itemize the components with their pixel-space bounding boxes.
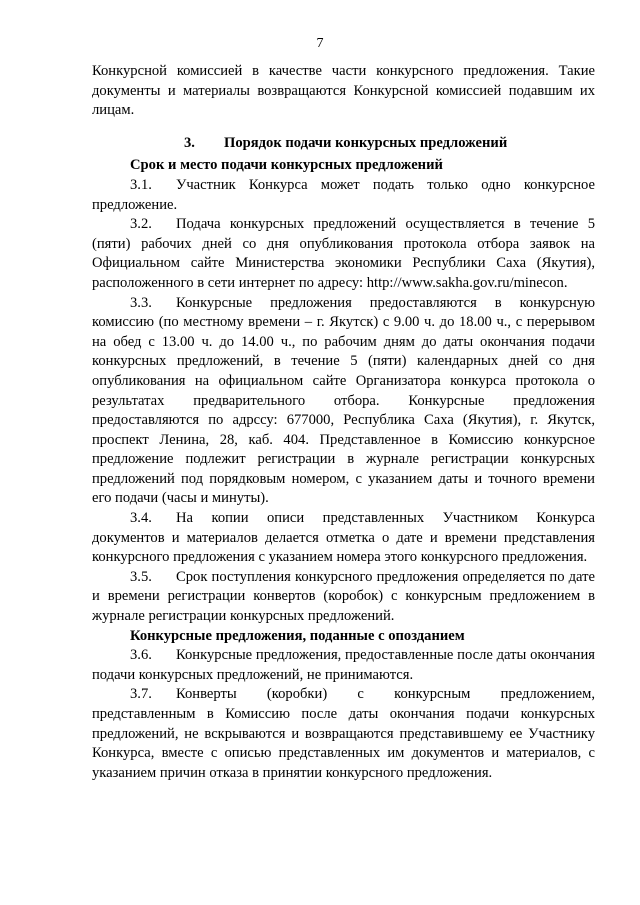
clause-text: Участник Конкурса может подать только одно конкурсное предложение.	[92, 176, 595, 213]
clause-number: 3.7.	[130, 686, 152, 703]
subheading-late-submissions: Конкурсные предложения, поданные с опозданием	[130, 627, 465, 644]
clause-3-4	[92, 509, 595, 568]
clause-text: Срок поступления конкурсного предложения определяется по дате и времени регистрации конвертов (коробок) с конкурсным предложением в журнале регистрации конкурсных предложений.	[92, 568, 595, 625]
clause-text: Конверты (коробки) с конкурсным предложением, представленным в Комиссию после даты окончания подачи конкурсных предложений, не вскрываются и возвращаются представившему ее Участнику Конкурса, вместе с описью представленных им документов и материалов, с указанием причин отказа в принятии конкурсного предложения.	[92, 686, 595, 781]
section-heading	[92, 134, 595, 154]
section-number: 3.	[184, 134, 195, 151]
clause-number: 3.1.	[130, 176, 152, 193]
clause-number: 3.4.	[130, 510, 152, 527]
clause-3-6	[92, 646, 595, 685]
clause-text: Конкурсные предложения предоставляются в конкурсную комиссию (по местному времени – г. Якутск) с 9.00 ч. до 18.00 ч., с перерывом на обед с 13.00 ч. до 14.00 ч., по рабочим дням до даты окончания подачи конкурсных предложений, в течение 5 (пяти) календарных дней со дня опубликования на официальном сайте Организатора конкурса протокола о результатах предварительного отбора. Конкурсные предложения предоставляются по адрссу: 677000, Республика Саха (Якутия), г. Якутск, проспект Ленина, 28, каб. 404. Представленное в Комиссию конкурсное предложение подлежит регистрации в журнале регистрации конкурсных предложений под порядковым номером, с указанием даты и точного времени его подачи (часы и минуты).	[92, 294, 595, 507]
clause-number: 3.5.	[130, 568, 152, 585]
clause-text: Конкурсные предложения, предоставленные после даты окончания подачи конкурсных предложений, не принимаются.	[92, 647, 595, 683]
clause-3-2	[92, 215, 595, 293]
subheading-deadline-place: Срок и место подачи конкурсных предложений	[130, 157, 443, 174]
clause-text: Подача конкурсных предложений осуществляется в течение 5 (пяти) рабочих дней со дня опубликования протокола отбора заявок на Официальном сайте Министерства экономики Республики Саха (Якутия), расположенного в сети интернет по адресу: http://www.sakha.gov.ru/minecon.	[92, 216, 595, 291]
section-title: Порядок подачи конкурсных предложений	[224, 134, 508, 151]
clause-3-1	[92, 176, 595, 215]
clause-number: 3.6.	[130, 647, 152, 664]
page-number: 7	[316, 36, 324, 51]
clause-3-3	[92, 294, 595, 510]
document-body	[92, 62, 595, 783]
clause-number: 3.3.	[130, 294, 152, 311]
intro-paragraph: Конкурсной комиссией в качестве части конкурсного предложения. Такие документы и материалы возвращаются Конкурсной комиссией подавшим их лицам.	[92, 63, 595, 119]
clause-3-5	[92, 568, 595, 627]
clause-3-7	[92, 685, 595, 783]
clause-text: На копии описи представленных Участником Конкурса документов и материалов делается отметка о дате и времени представления конкурсного предложения с указанием номера этого конкурсного предложения.	[92, 510, 595, 566]
clause-number: 3.2.	[130, 216, 152, 233]
